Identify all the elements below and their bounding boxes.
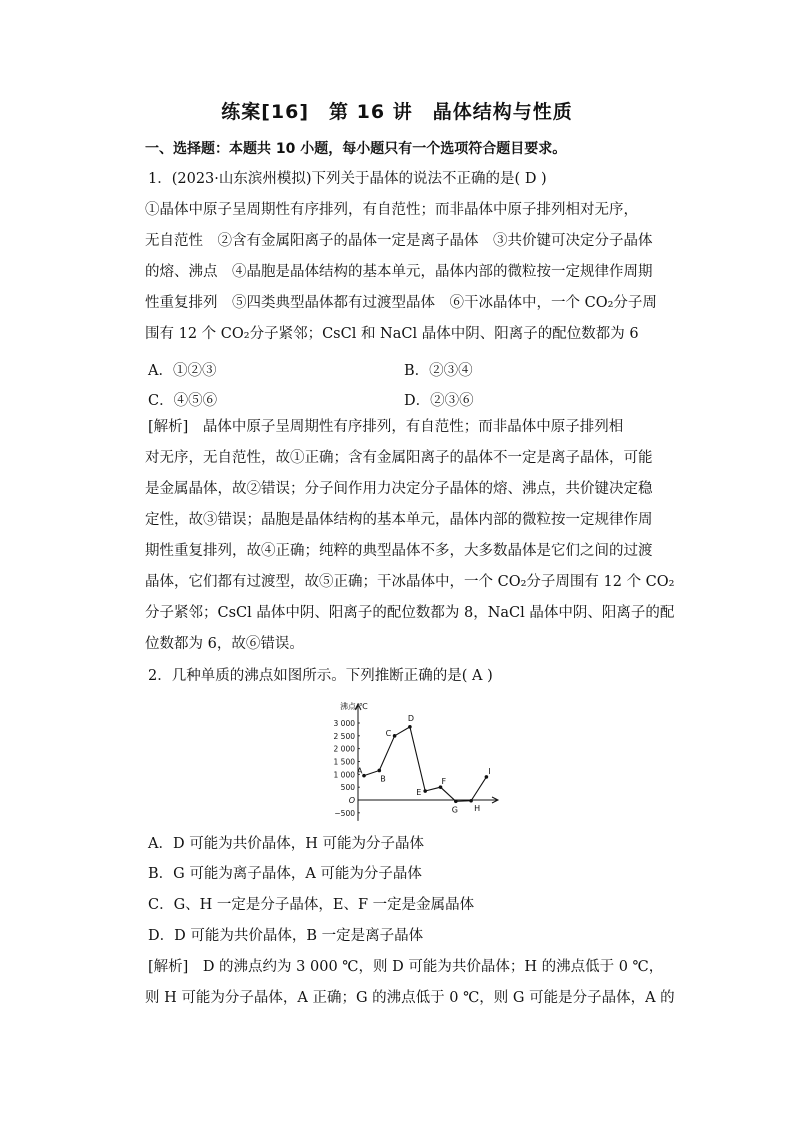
boiling-point-chart	[318, 700, 508, 822]
q1-analysis-line: 对无序，无自范性，故①正确；含有金属阳离子的晶体不一定是离子晶体，可能	[145, 450, 653, 466]
q1-option-d: D．②③⑥	[404, 393, 474, 409]
q1-analysis-line: 分子紧邻；CsCl 晶体中阴、阳离子的配位数都为 8，NaCl 晶体中阴、阳离子的配	[145, 605, 675, 621]
q1-analysis-line: 位数都为 6，故⑥错误。	[145, 636, 304, 652]
point-label: C	[385, 728, 392, 738]
q1-analysis-line: 晶体，它们都有过渡型，故⑤正确；干冰晶体中，一个 CO₂分子周围有 12 个 CO₂	[145, 574, 675, 590]
point-label: E	[416, 788, 422, 798]
point-label: H	[474, 803, 481, 813]
q1-stem: 1．(2023·山东滨州模拟)下列关于晶体的说法不正确的是( D )	[148, 171, 547, 187]
q1-line: 围有 12 个 CO₂分子紧邻；CsCl 和 NaCl 晶体中阴、阳离子的配位数都为 6	[145, 326, 639, 342]
data-point	[362, 774, 366, 778]
data-point	[454, 799, 458, 803]
point-label: G	[451, 805, 459, 815]
data-point	[393, 734, 397, 738]
q2-option-c: C．G、H 一定是分子晶体，E、F 一定是金属晶体	[148, 897, 475, 913]
data-point	[378, 769, 382, 773]
data-point	[469, 799, 473, 803]
section-heading: 一、选择题：本题共 10 小题，每小题只有一个选项符合题目要求。	[145, 141, 567, 157]
q1-option-c: C．④⑤⑥	[148, 393, 218, 409]
q1-option-b: B．②③④	[404, 363, 473, 379]
q1-line: ①晶体中原子呈周期性有序排列，有自范性；而非晶体中原子排列相对无序，	[145, 202, 638, 218]
point-label: I	[488, 766, 491, 776]
y-tick-label: 1 500	[333, 757, 355, 767]
q2-option-b: B．G 可能为离子晶体，A 可能为分子晶体	[148, 866, 422, 882]
q1-option-a: A．①②③	[148, 363, 217, 379]
y-tick-label: 1 000	[333, 770, 355, 780]
q2-analysis-line: 则 H 可能为分子晶体，A 正确；G 的沸点低于 0 ℃，则 G 可能是分子晶体，A 的	[145, 990, 675, 1006]
data-point	[408, 725, 412, 729]
y-tick-label: O	[348, 796, 355, 805]
point-label: A	[357, 766, 363, 776]
y-tick-label: 2 500	[333, 731, 355, 741]
q1-analysis-line: 是金属晶体，故②错误；分子间作用力决定分子晶体的熔、沸点，共价键决定稳	[145, 481, 653, 497]
q2-analysis-line: [解析] D 的沸点约为 3 000 ℃，则 D 可能为共价晶体；H 的沸点低于 0 ℃，	[148, 959, 664, 975]
page-title: 练案[16] 第 16 讲 晶体结构与性质	[221, 101, 573, 123]
y-tick-label: 3 000	[333, 719, 355, 728]
q1-line: 性重复排列 ⑤四类典型晶体都有过渡型晶体 ⑥干冰晶体中，一个 CO₂分子周	[145, 295, 657, 311]
y-tick-label: −500	[334, 808, 355, 818]
q1-line: 无自范性 ②含有金属阳离子的晶体一定是离子晶体 ③共价键可决定分子晶体	[145, 233, 653, 249]
q2-stem: 2．几种单质的沸点如图所示。下列推断正确的是( A )	[148, 668, 493, 684]
q1-analysis-line: 定性，故③错误；晶胞是晶体结构的基本单元，晶体内部的微粒按一定规律作周	[145, 512, 653, 528]
y-tick-label: 500	[340, 783, 355, 793]
q1-line: 的熔、沸点 ④晶胞是晶体结构的基本单元，晶体内部的微粒按一定规律作周期	[145, 264, 653, 280]
point-label: F	[441, 777, 447, 787]
q1-analysis-line: 期性重复排列，故④正确；纯粹的典型晶体不多，大多数晶体是它们之间的过渡	[145, 543, 653, 559]
q2-option-a: A．D 可能为共价晶体，H 可能为分子晶体	[148, 836, 424, 852]
y-tick-label: 2 000	[333, 744, 355, 754]
point-label: B	[380, 774, 386, 784]
data-point	[423, 789, 427, 793]
point-label: D	[407, 713, 415, 723]
y-axis-label: 沸点/℃	[340, 702, 368, 711]
q2-option-d: D．D 可能为共价晶体，B 一定是离子晶体	[148, 928, 424, 944]
q1-analysis-line: [解析] 晶体中原子呈周期性有序排列，有自范性；而非晶体中原子排列相	[148, 419, 624, 435]
